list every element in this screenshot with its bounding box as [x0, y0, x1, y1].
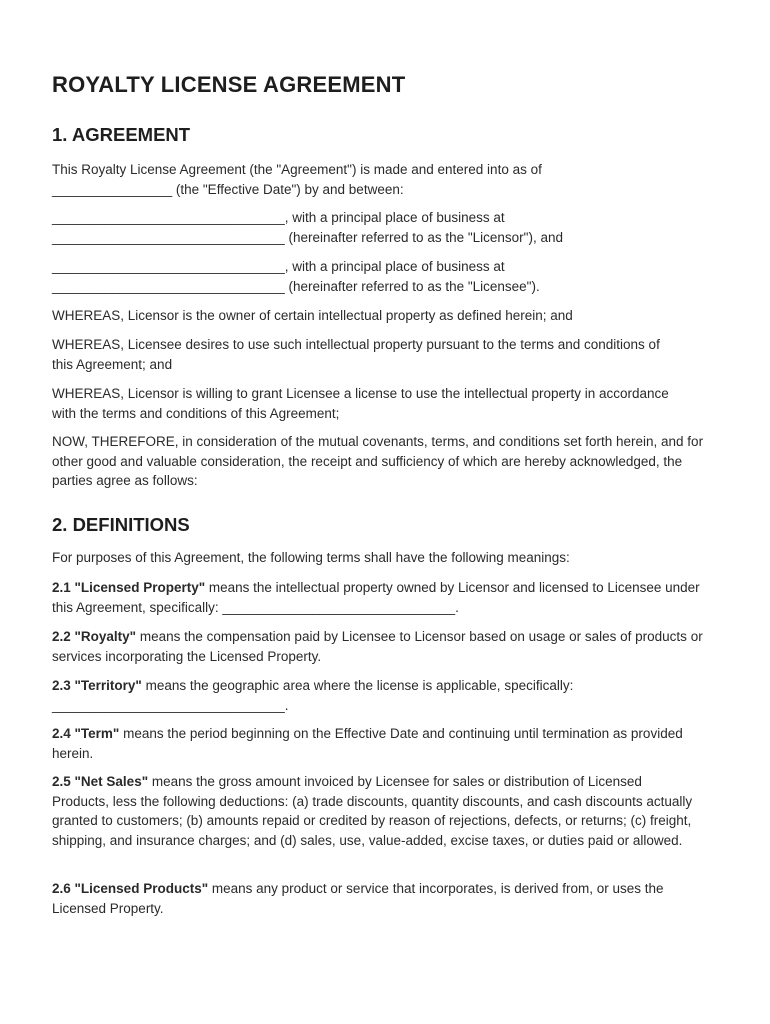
definition-term: 2.4 "Term" [52, 726, 120, 741]
licensee-name-line: _______________________________, with a principal place of business at [52, 259, 505, 274]
definition-term-period [52, 724, 722, 763]
licensee-address-line: _______________________________ (hereinafter referred to as the "Licensee"). [52, 278, 540, 294]
definition-text: means the gross amount invoiced by Licensee for sales or distribution of Licensed Products, less the following deductions: (a) trade discounts, quantity discounts, and cash discounts actually granted to customers; (b) amounts repaid or credited by reason of rejections, defects, or returns; (c) freight, shipping, and insurance charges; and (d) sales, use, value-added, excise taxes, or duties paid or allowed. [52, 774, 693, 848]
definition-licensed-property [52, 578, 702, 617]
section-heading-definitions: 2. DEFINITIONS [52, 514, 190, 535]
licensor-block [52, 208, 732, 247]
now-therefore-clause: NOW, THEREFORE, in consideration of the mutual covenants, terms, and conditions set forth herein, and for other good and valuable consideration, the receipt and sufficiency of which are hereby acknowledged, the parties agree as follows: [52, 434, 704, 488]
definition-text: means the compensation paid by Licensee to Licensor based on usage or sales of products or services incorporating the Licensed Property. [52, 629, 703, 664]
effective-date-line: ________________ (the "Effective Date") by and between: [52, 181, 404, 197]
section-heading-agreement: 1. AGREEMENT [52, 124, 191, 145]
whereas-clause-2: WHEREAS, Licensee desires to use such intellectual property pursuant to the terms and conditions of this Agreement; and [52, 337, 660, 372]
definition-term: 2.6 "Licensed Products" [52, 881, 209, 896]
definitions-intro: For purposes of this Agreement, the following terms shall have the following meanings: [52, 550, 570, 565]
whereas-clause-3: WHEREAS, Licensor is willing to grant Licensee a license to use the intellectual property in accordance with the terms and conditions of this Agreement; [52, 386, 669, 421]
definition-text: means the period beginning on the Effective Date and continuing until termination as provided herein. [52, 726, 683, 761]
definition-term: 2.3 "Territory" [52, 678, 142, 693]
definition-text: means the geographic area where the license is applicable, specifically: _______________________________. [52, 678, 574, 713]
licensor-name-line: _______________________________, with a principal place of business at [52, 210, 505, 225]
definition-licensed-products [52, 879, 702, 918]
whereas-clause-1: WHEREAS, Licensor is the owner of certain intellectual property as defined herein; and [52, 308, 573, 323]
definition-net-sales [52, 772, 702, 850]
licensor-address-line: _______________________________ (hereinafter referred to as the "Licensor"), and [52, 229, 563, 245]
definition-term: 2.1 "Licensed Property" [52, 580, 206, 595]
agreement-intro-line1: This Royalty License Agreement (the "Agreement") is made and entered into as of [52, 162, 542, 177]
definition-term: 2.2 "Royalty" [52, 629, 137, 644]
agreement-intro [52, 160, 732, 199]
definition-text: means the intellectual property owned by Licensor and licensed to Licensee under this Agreement, specifically: _______________________________. [52, 580, 700, 615]
licensee-block [52, 257, 732, 296]
document-title: ROYALTY LICENSE AGREEMENT [52, 72, 406, 97]
definition-text: means any product or service that incorporates, is derived from, or uses the Licensed Property. [52, 881, 664, 916]
definition-territory [52, 676, 662, 715]
definition-royalty [52, 627, 722, 666]
definition-term: 2.5 "Net Sales" [52, 774, 149, 789]
